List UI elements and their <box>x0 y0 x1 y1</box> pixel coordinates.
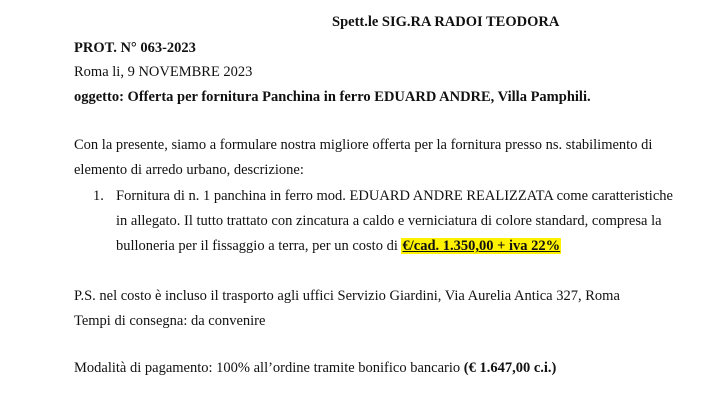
item-number: 1. <box>93 188 104 204</box>
payment-text: Modalità di pagamento: 100% all’ordine tramite bonifico bancario <box>74 360 464 376</box>
price-highlight: €/cad. 1.350,00 + iva 22% <box>402 238 561 254</box>
delivery-times: Tempi di consegna: da convenire <box>74 313 266 329</box>
subject-text: Offerta per fornitura Panchina in ferro EDUARD ANDRE, Villa Pamphili. <box>127 89 591 105</box>
recipient: Spett.le SIG.RA RADOI TEODORA <box>332 14 560 30</box>
place-date: Roma li, 9 NOVEMBRE 2023 <box>74 64 253 80</box>
ps-note: P.S. nel costo è incluso il trasporto agli uffici Servizio Giardini, Via Aurelia Antica 327, Roma <box>74 288 620 304</box>
subject-label: oggetto: <box>74 89 124 105</box>
payment-amount: (€ 1.647,00 c.i.) <box>463 360 557 376</box>
item-line-1: Fornitura di n. 1 panchina in ferro mod. EDUARD ANDRE REALIZZATA come caratteristiche <box>116 188 673 204</box>
subject-line <box>74 89 591 106</box>
item-line-3 <box>116 238 561 255</box>
intro-line-2: elemento di arredo urbano, descrizione: <box>74 162 304 178</box>
protocol-number: PROT. N° 063-2023 <box>74 40 196 56</box>
intro-line-1: Con la presente, siamo a formulare nostra migliore offerta per la fornitura presso ns. stabilimento di <box>74 137 653 153</box>
payment-terms <box>74 360 556 377</box>
item-line-3-text: bulloneria per il fissaggio a terra, per un costo di <box>116 238 402 254</box>
item-line-2: in allegato. Il tutto trattato con zincatura a caldo e verniciatura di colore standard, compresa la <box>116 213 662 229</box>
